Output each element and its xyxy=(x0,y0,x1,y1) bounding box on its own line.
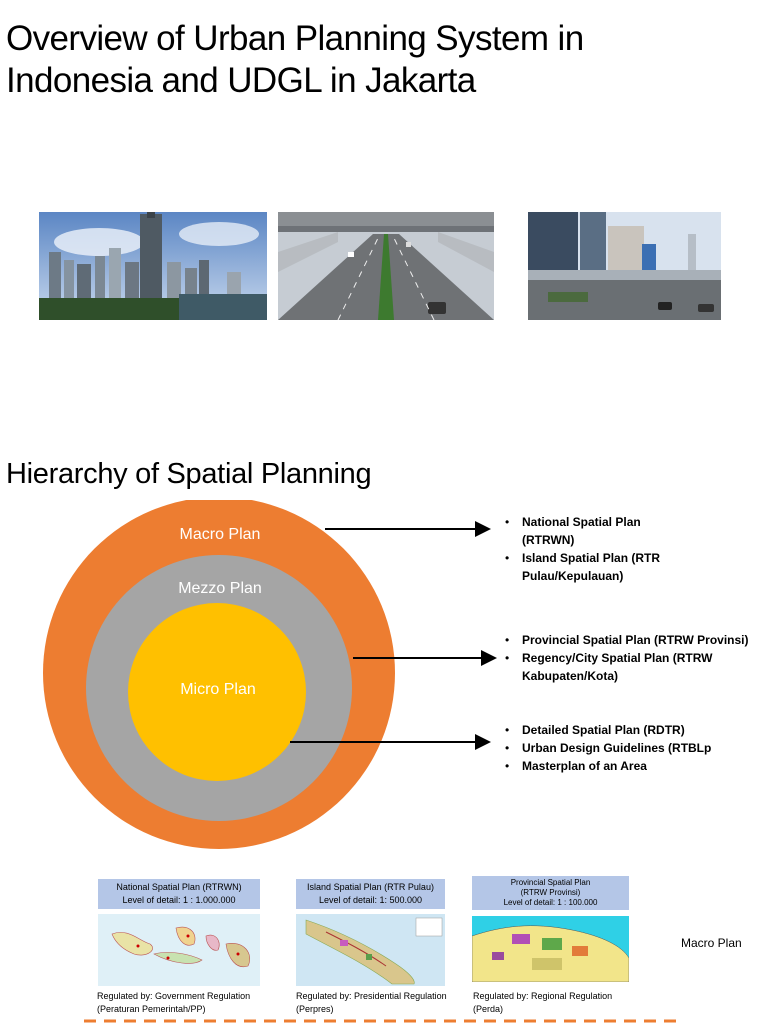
page-title-line-2: Indonesia and UDGL in Jakarta xyxy=(6,61,476,100)
page-title-line-1: Overview of Urban Planning System in xyxy=(6,19,584,58)
national-plan-caption: Regulated by: Government Regulation (Peraturan Pemerintah/PP) xyxy=(97,991,251,1014)
map-header-line: Level of detail: 1: 500.000 xyxy=(318,895,423,905)
map-header-line: Level of detail: 1 : 1.000.000 xyxy=(122,895,236,905)
national-plan-panel xyxy=(98,879,260,986)
list-item: • National Spatial Plan (RTRWN) xyxy=(504,513,684,549)
micro-plan-list xyxy=(504,721,734,775)
jakarta-street-photo xyxy=(528,212,721,320)
provincial-plan-panel xyxy=(472,876,629,982)
provincial-plan-header xyxy=(472,876,629,910)
list-item: • Urban Design Guidelines (RTBLp xyxy=(504,739,734,757)
list-item: • Regency/City Spatial Plan (RTRW Kabupaten/Kota) xyxy=(504,649,762,685)
macro-plan-label: Macro Plan xyxy=(179,526,261,543)
macro-plan-list xyxy=(504,513,684,585)
island-map-image xyxy=(296,914,445,986)
page-title xyxy=(6,18,746,102)
jakarta-highway-photo xyxy=(278,212,494,320)
mezzo-plan-list xyxy=(504,631,762,685)
section-title: Hierarchy of Spatial Planning xyxy=(6,458,372,490)
map-header-line: Island Spatial Plan (RTR Pulau) xyxy=(307,882,434,892)
map-header-line: Provincial Spatial Plan xyxy=(510,878,591,887)
island-plan-header xyxy=(296,879,445,909)
provincial-map-image xyxy=(472,916,629,982)
list-item: • Provincial Spatial Plan (RTRW Provinsi) xyxy=(504,631,762,649)
mezzo-plan-label: Mezzo Plan xyxy=(178,580,262,597)
list-item: • Detailed Spatial Plan (RDTR) xyxy=(504,721,734,739)
map-header-line: National Spatial Plan (RTRWN) xyxy=(116,882,242,892)
national-plan-header xyxy=(98,879,260,909)
micro-plan-label: Micro Plan xyxy=(180,681,256,698)
dashed-separator xyxy=(84,1018,684,1024)
island-plan-panel xyxy=(296,879,445,986)
provincial-plan-caption: Regulated by: Regional Regulation (Perda) xyxy=(473,991,613,1014)
list-item: • Masterplan of an Area xyxy=(504,757,734,775)
macro-plan-side-label: Macro Plan xyxy=(681,936,742,950)
jakarta-skyline-photo xyxy=(39,212,267,320)
map-header-line: (RTRW Provinsi) xyxy=(520,888,581,897)
national-map-image xyxy=(98,914,260,986)
island-plan-caption: Regulated by: Presidential Regulation (Perpres) xyxy=(296,991,447,1014)
map-header-line: Level of detail: 1 : 100.000 xyxy=(503,898,598,907)
list-item: • Island Spatial Plan (RTR Pulau/Kepulauan) xyxy=(504,549,684,585)
